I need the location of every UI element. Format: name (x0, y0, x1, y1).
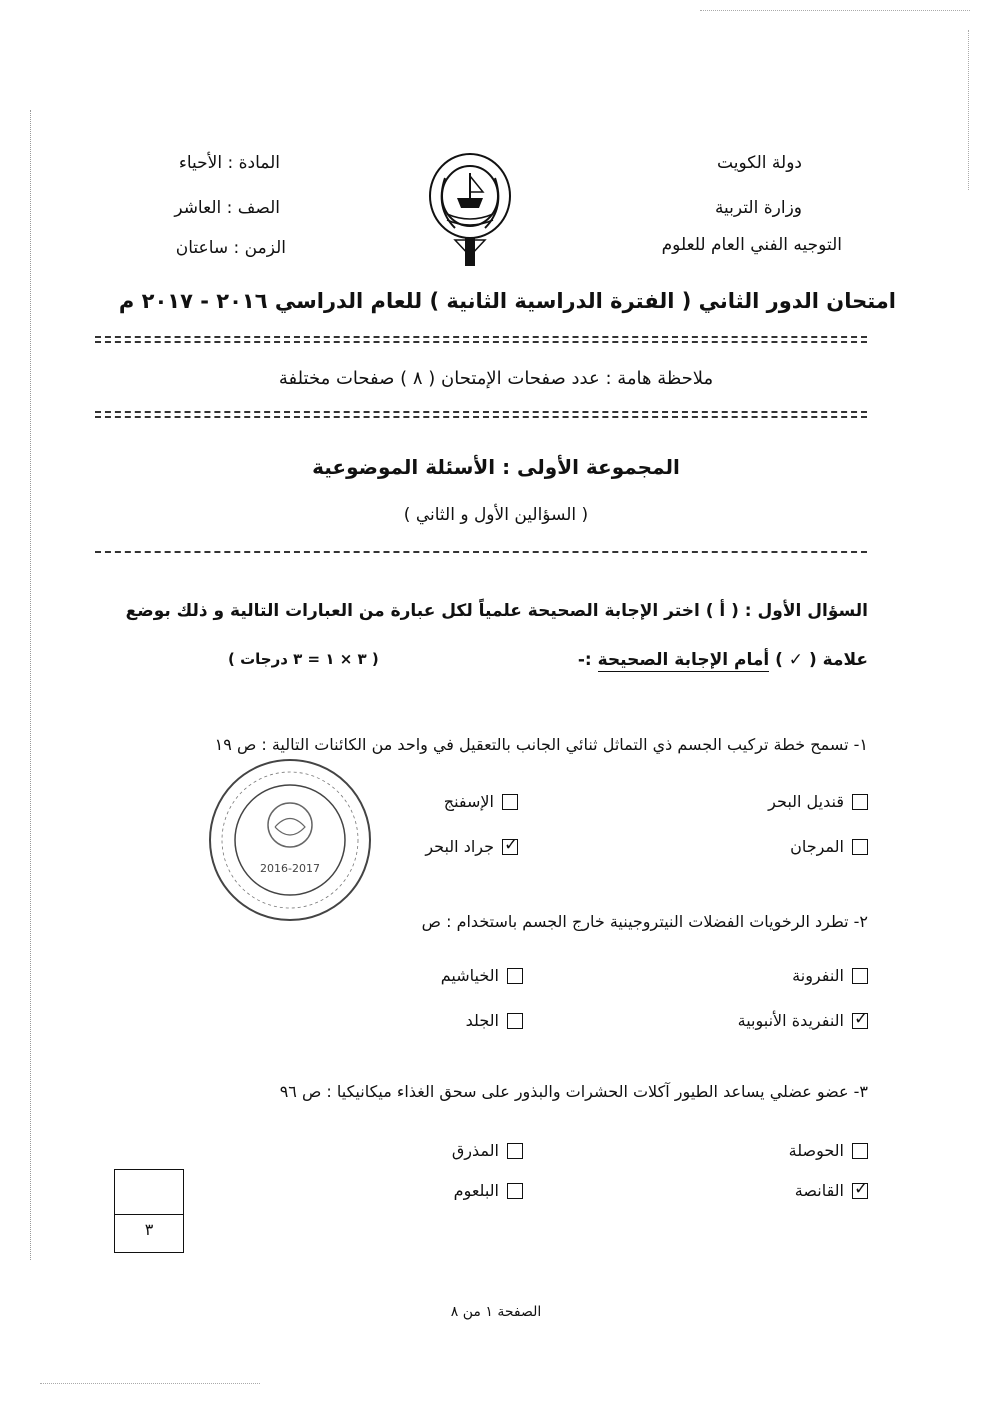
checkbox[interactable] (852, 1143, 868, 1159)
scan-top-edge (700, 10, 970, 11)
option-3a[interactable] (789, 1141, 868, 1160)
group-subtitle: ( السؤالين الأول و الثاني ) (403, 505, 589, 525)
page-footer: الصفحة ١ من ٨ (450, 1304, 542, 1320)
option-label: المذرق (451, 1141, 499, 1160)
header-department: التوجيه الفني العام للعلوم (661, 235, 842, 255)
checkbox[interactable] (852, 839, 868, 855)
option-label: الجلد (465, 1011, 499, 1030)
option-1b[interactable] (444, 792, 518, 811)
checkbox[interactable] (852, 794, 868, 810)
option-label: الحوصلة (788, 1141, 844, 1160)
exam-note: ملاحظة هامة : عدد صفحات الإمتحان ( ٨ ) صفحات مختلفة (278, 368, 714, 389)
scan-margin-line-right (968, 30, 969, 190)
separator-dashes (95, 411, 867, 418)
score-value: ٣ (144, 1220, 154, 1239)
option-2a[interactable] (792, 966, 868, 985)
school-stamp-icon (205, 755, 375, 925)
stamp-year: 2016-2017 (260, 862, 320, 875)
option-label: المرجان (790, 837, 844, 856)
question1-grade: ( ٣ × ١ = ٣ درجات ) (228, 650, 379, 668)
check-instruction: علامة ( ✓ ) (769, 650, 868, 670)
kuwait-emblem-icon (425, 148, 515, 268)
option-label: قنديل البحر (768, 792, 844, 811)
checkbox[interactable] (507, 1143, 523, 1159)
option-label: جراد البحر (425, 837, 494, 856)
checkbox[interactable] (507, 1183, 523, 1199)
question1-heading: السؤال الأول : ( أ ) اختر الإجابة الصحيحة علمياً لكل عبارة من العبارات التالية و ذلك بوضع (125, 601, 868, 621)
separator-dashes (95, 336, 867, 343)
score-box (114, 1169, 184, 1253)
option-label: النفريدة الأنبوبية (737, 1011, 844, 1030)
option-3d[interactable] (454, 1181, 523, 1200)
option-2b[interactable] (441, 966, 523, 985)
question1-heading-line2 (578, 650, 868, 670)
option-1a[interactable] (768, 792, 868, 811)
header-country: دولة الكويت (717, 153, 802, 173)
group-title: المجموعة الأولى : الأسئلة الموضوعية (312, 455, 680, 479)
heading-suffix: :- (577, 650, 598, 670)
checkbox[interactable] (507, 1013, 523, 1029)
header-subject: المادة : الأحياء (178, 153, 280, 173)
option-1d[interactable] (425, 837, 518, 856)
header-grade: الصف : العاشر (174, 198, 280, 218)
option-label: القانصة (794, 1181, 844, 1200)
correct-answer-label: أمام الإجابة الصحيحة (597, 650, 770, 670)
checkbox-checked[interactable] (502, 839, 518, 855)
scan-margin-line (30, 110, 31, 1260)
option-1c[interactable] (790, 837, 868, 856)
header-time: الزمن : ساعتان (175, 238, 286, 258)
question-item-3: ٣- عضو عضلي يساعد الطيور آكلات الحشرات والبذور على سحق الغذاء ميكانيكيا : ص ٩٦ (279, 1082, 868, 1101)
checkbox-checked[interactable] (852, 1183, 868, 1199)
header-ministry: وزارة التربية (714, 198, 802, 218)
question-item-2: ٢- تطرد الرخويات الفضلات النيتروجينية خارج الجسم باستخدام : ص (421, 912, 868, 931)
separator-dashes (95, 551, 867, 553)
option-label: النفرونة (792, 966, 844, 985)
option-2c[interactable] (738, 1011, 868, 1030)
scan-bottom-edge (40, 1383, 260, 1384)
option-label: الخياشيم (440, 966, 499, 985)
question-item-1: ١- تسمح خطة تركيب الجسم ذي التماثل ثنائي الجانب بالتعقيل في واحد من الكائنات التالية : ص ١٩ (214, 735, 868, 754)
option-3c[interactable] (795, 1181, 868, 1200)
checkbox[interactable] (502, 794, 518, 810)
checkbox[interactable] (852, 968, 868, 984)
option-label: الإسفنج (443, 792, 494, 811)
checkbox[interactable] (507, 968, 523, 984)
exam-title: امتحان الدور الثاني ( الفترة الدراسية الثانية ) للعام الدراسي ٢٠١٦ - ٢٠١٧ م (118, 289, 896, 313)
option-label: البلعوم (453, 1181, 499, 1200)
option-2d[interactable] (466, 1011, 523, 1030)
checkbox-checked[interactable] (852, 1013, 868, 1029)
score-divider (115, 1214, 183, 1215)
option-3b[interactable] (452, 1141, 523, 1160)
